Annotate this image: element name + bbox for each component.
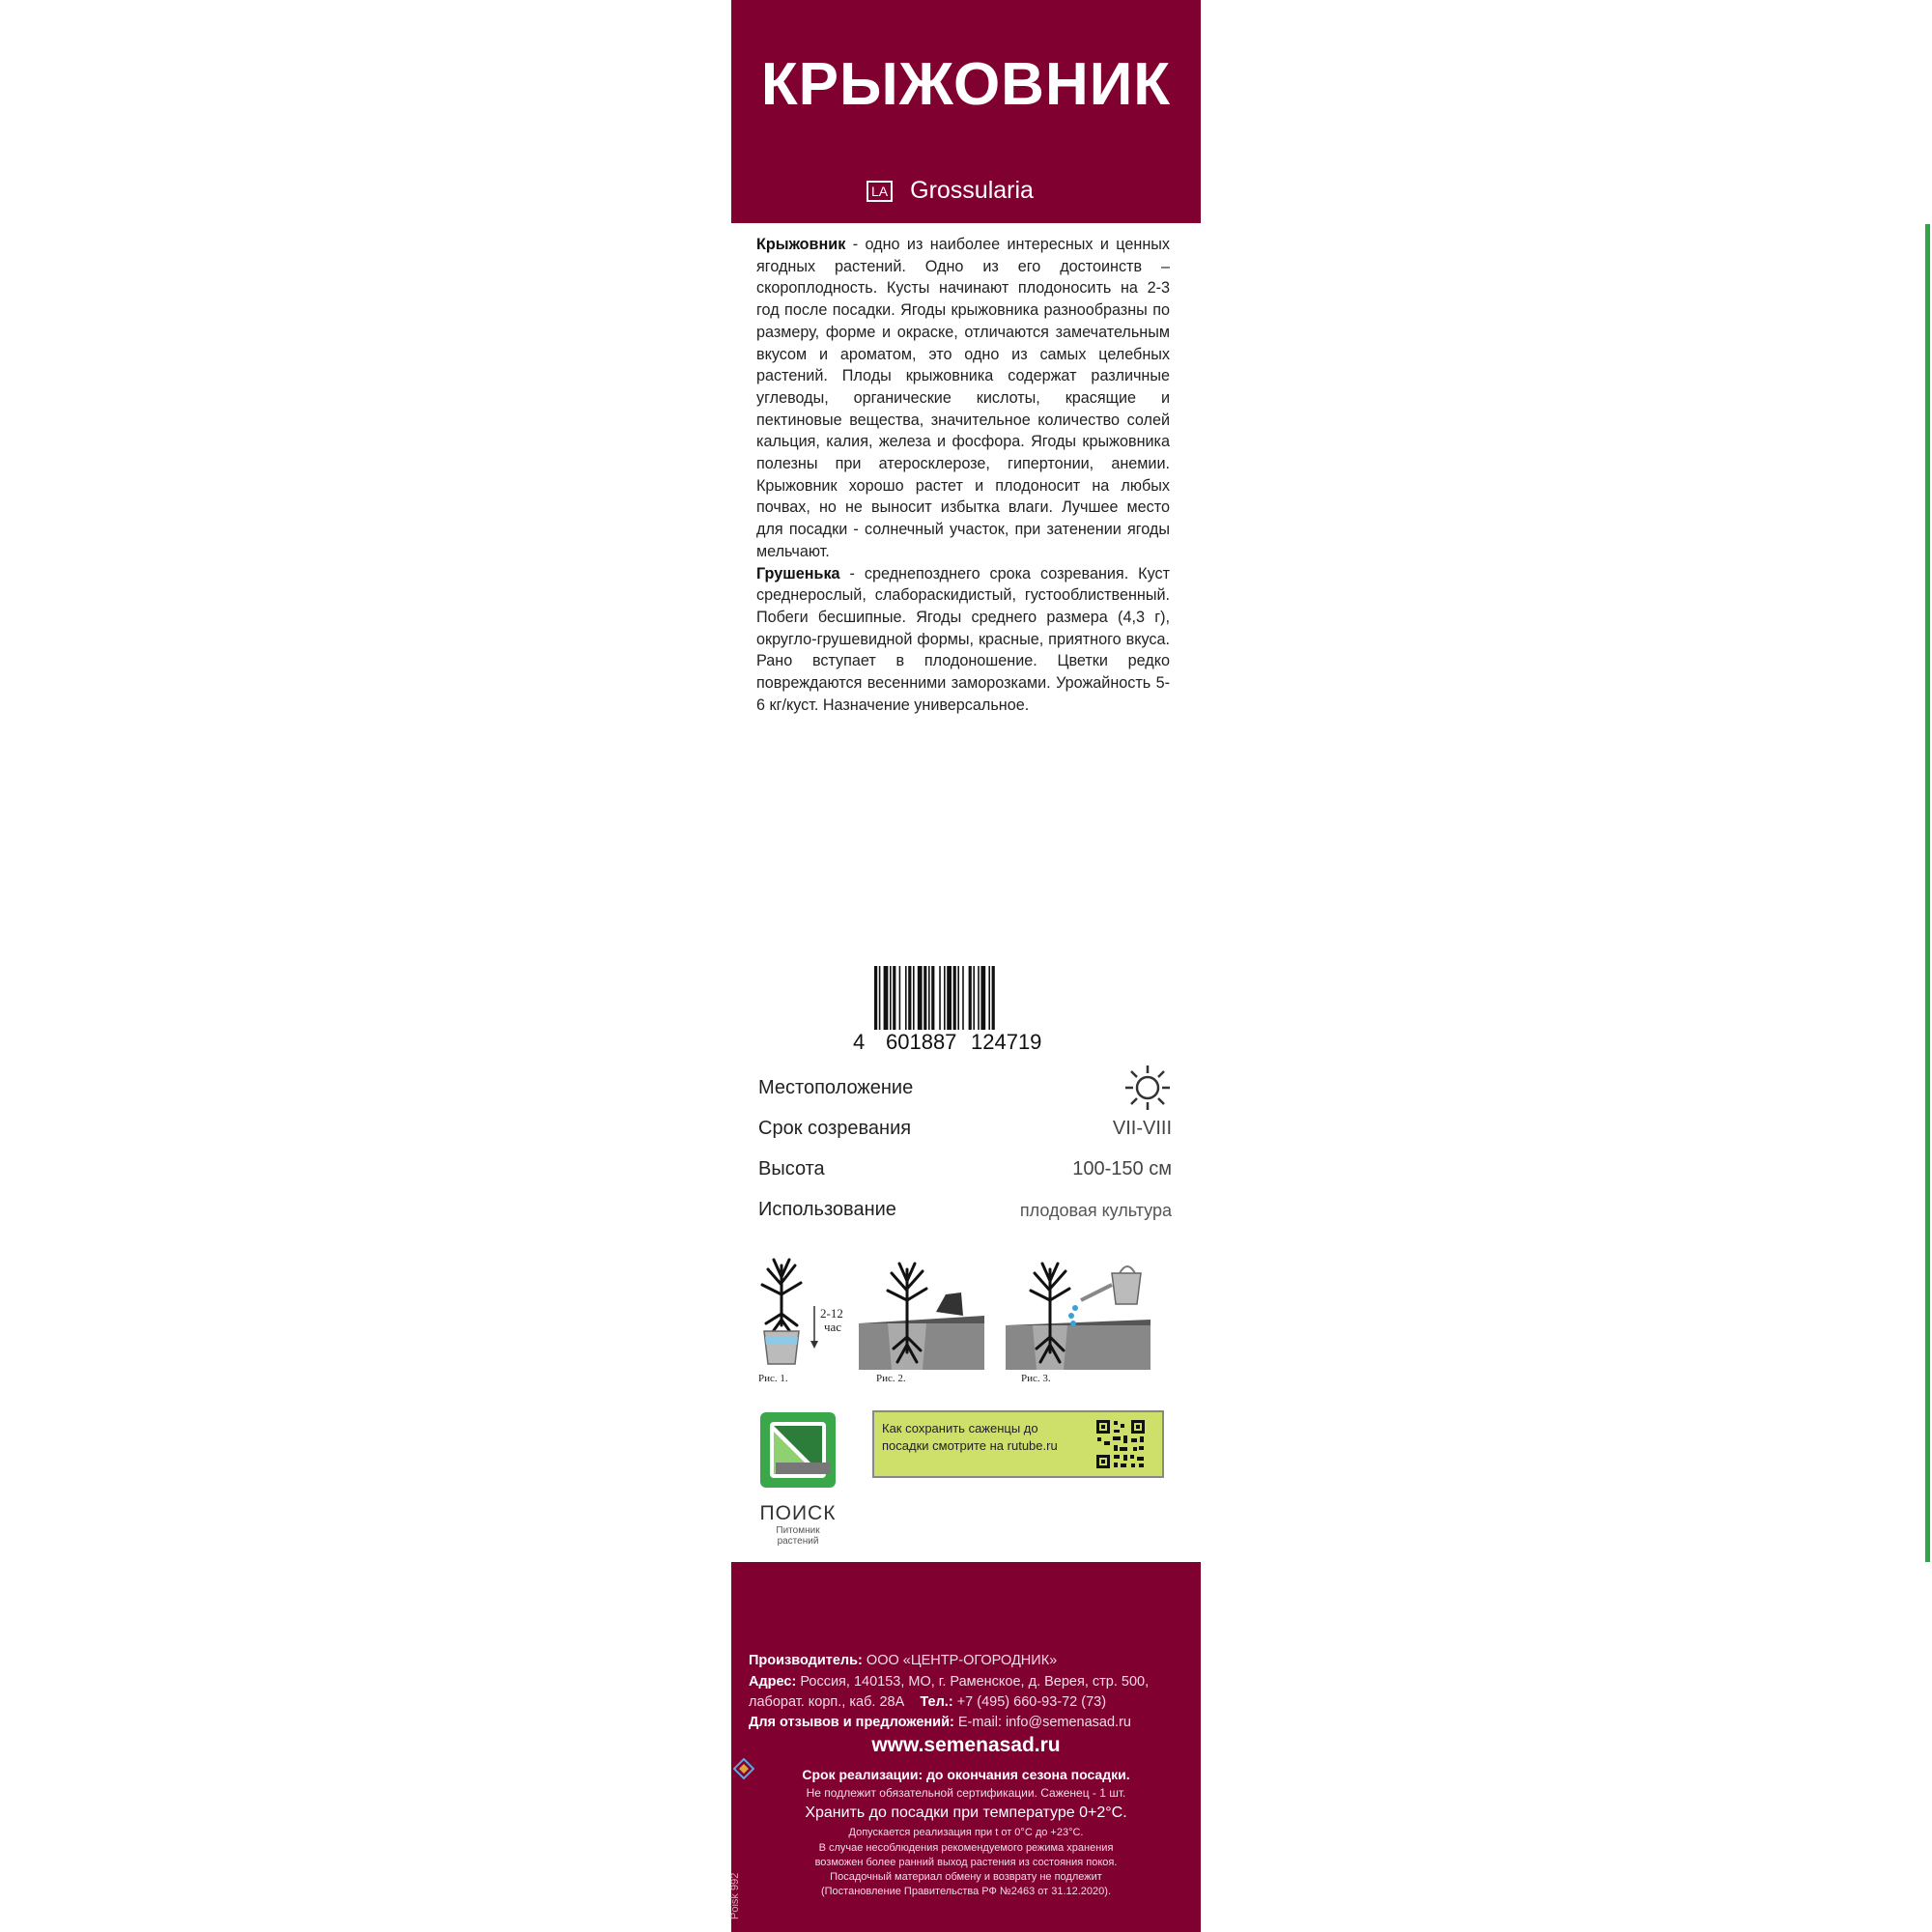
attribute-label: Высота	[758, 1158, 825, 1179]
barcode-bar	[947, 966, 952, 1030]
attribute-row-ripening	[758, 1108, 1172, 1149]
barcode-bar	[884, 966, 889, 1030]
attribute-label: Использование	[758, 1199, 896, 1220]
barcode-bar	[879, 966, 881, 1030]
brand-sub-1: Питомник	[776, 1525, 820, 1536]
header-band	[731, 0, 1201, 223]
brand-name: ПОИСК	[759, 1502, 837, 1524]
soak-time: 2-12	[820, 1306, 843, 1321]
brand-sub-2: растений	[777, 1536, 819, 1547]
storage-temperature: Хранить до посадки при температуре 0+2°С.	[805, 1804, 1127, 1821]
feedback-email[interactable]: E-mail: info@semenasad.ru	[953, 1715, 1131, 1730]
latin-name: Grossularia	[910, 177, 1034, 204]
seedling-water-icon	[1006, 1264, 1151, 1384]
barcode-bar	[944, 966, 946, 1030]
producer-label: Производитель:	[749, 1653, 863, 1668]
storage-note-2: возможен более ранний выход растения из состояния покоя.	[814, 1857, 1118, 1868]
barcode-bar	[992, 966, 995, 1030]
attribute-row-height	[758, 1149, 1172, 1189]
product-label	[731, 0, 1201, 1932]
address-line	[749, 1674, 1149, 1690]
barcode-bar	[918, 966, 923, 1030]
figure-3-caption: Рис. 3.	[1021, 1373, 1051, 1384]
barcode-bar	[973, 966, 975, 1030]
barcode-bar	[899, 966, 901, 1030]
barcode-bar	[913, 966, 915, 1030]
address-value-2: лаборат. корп., каб. 28А	[749, 1694, 905, 1710]
address-phone-line	[749, 1694, 1106, 1710]
storage-note-1: В случае несоблюдения рекомендуемого режима хранения	[818, 1842, 1114, 1854]
description	[756, 234, 1170, 716]
brand-logo-mark	[754, 1408, 841, 1492]
barcode-bar	[908, 966, 911, 1030]
video-hint-box[interactable]	[872, 1410, 1164, 1478]
barcode-bar	[890, 966, 892, 1030]
regulation-note: (Постановление Правительства РФ №2463 от 31.12.2020).	[820, 1886, 1111, 1897]
barcode-bar	[923, 966, 926, 1030]
sun-icon	[1123, 1064, 1172, 1112]
seedling-plant-icon	[859, 1264, 984, 1384]
figure-1-caption: Рис. 1.	[758, 1373, 788, 1384]
qr-code-icon[interactable]	[1094, 1418, 1147, 1470]
barcode-bar	[939, 966, 941, 1030]
video-hint-text: Как сохранить саженцы до посадки смотрите на rutube.ru	[882, 1421, 1058, 1453]
barcode-bar	[962, 966, 964, 1030]
shelf-life: Срок реализации: до окончания сезона посадки.	[802, 1767, 1130, 1782]
product-code: Poisk 992	[729, 1872, 741, 1919]
description-paragraph-1	[756, 234, 1170, 563]
barcode-bar	[953, 966, 956, 1030]
attribute-value: плодовая культура	[1019, 1201, 1172, 1220]
barcode-bar	[931, 966, 934, 1030]
return-note: Посадочный материал обмену и возврату не подлежит	[830, 1871, 1102, 1883]
attribute-value: 100-150 см	[1072, 1158, 1172, 1179]
description-text-2: - среднепозднего срока созревания. Куст среднерослый, слабораскидистый, густооблиственный. Побеги бесшипные. Ягоды среднего размера (4,3 г), округло-грушевидной формы, красные, приятного вкуса. Рано вступает в плодоношение. Цветки редко повреждаются весенними заморозками. Урожайность 5-6 кг/куст. Назначение универсальное.	[756, 564, 1170, 714]
barcode-bar	[980, 966, 985, 1030]
barcode-bar	[893, 966, 895, 1030]
description-term-1: Крыжовник	[756, 236, 846, 253]
attribute-row-location	[758, 1067, 1172, 1108]
soak-unit: час	[824, 1320, 842, 1334]
attribute-row-usage	[758, 1189, 1172, 1230]
website-link[interactable]: www.semenasad.ru	[871, 1734, 1061, 1756]
barcode-bar	[874, 966, 877, 1030]
description-paragraph-2	[756, 563, 1170, 717]
attributes-table	[758, 1067, 1172, 1230]
barcode-digits-left: 601887	[886, 1030, 957, 1051]
latin-badge: LA	[867, 181, 893, 202]
product-title: КРЫЖОВНИК	[760, 51, 1172, 118]
barcode-bar	[969, 966, 972, 1030]
barcode-bar	[988, 966, 990, 1030]
barcode-digit-first: 4	[853, 1030, 866, 1051]
address-value: Россия, 140153, МО, г. Раменское, д. Верея, стр. 500,	[796, 1674, 1150, 1690]
green-edge-stripe	[1925, 224, 1930, 1562]
attribute-label: Местоположение	[758, 1077, 914, 1098]
attribute-value: VII-VIII	[1112, 1118, 1172, 1139]
barcode	[853, 966, 1075, 1051]
address-label: Адрес:	[749, 1674, 797, 1690]
phone-value: +7 (495) 660-93-72 (73)	[952, 1694, 1107, 1710]
description-term-2: Грушенька	[756, 564, 840, 582]
feedback-line	[749, 1715, 1131, 1730]
barcode-bars	[874, 966, 995, 1030]
footer-band	[731, 1562, 1201, 1932]
allowed-temperature: Допускается реализация при t от 0°С до +23°С.	[848, 1827, 1084, 1838]
description-text-1: - одно из наиболее интересных и ценных ягодных растений. Одно из его достоинств – скороплодность. Кусты начинают плодоносить на 2-3 год после посадки. Ягоды крыжовника разнообразны по размеру, форме и окраске, отличаются замечательным вкусом и ароматом, это одно из самых целебных растений. Плоды крыжовника содержат различные углеводы, органические кислоты, красящие и пектиновые вещества, значительное количество солей кальция, калия, железа и фосфора. Ягоды крыжовника полезны при атеросклерозе, гипертонии, анемии. Крыжовник хорошо растет и плодоносит на любых почвах, но не выносит избытка влаги. Лучшее место для посадки - солнечный участок, при затенении ягоды мельчают.	[756, 236, 1170, 560]
attribute-label: Срок созревания	[758, 1118, 912, 1139]
feedback-label: Для отзывов и предложений:	[749, 1715, 954, 1730]
producer-value: ООО «ЦЕНТР-ОГОРОДНИК»	[862, 1653, 1058, 1668]
phone-label: Тел.:	[920, 1694, 953, 1710]
certification-note: Не подлежит обязательной сертификации. Саженец - 1 шт.	[806, 1786, 1126, 1800]
barcode-digits-right: 124719	[971, 1030, 1042, 1051]
producer-line	[749, 1653, 1057, 1668]
barcode-bar	[928, 966, 930, 1030]
figure-2-caption: Рис. 2.	[876, 1373, 906, 1384]
seedling-soak-icon	[758, 1260, 843, 1384]
barcode-bar	[957, 966, 959, 1030]
latin-name-row	[867, 177, 1034, 205]
brand-logo	[754, 1408, 841, 1547]
planting-steps	[753, 1256, 1178, 1386]
barcode-bar	[905, 966, 907, 1030]
barcode-bar	[978, 966, 980, 1030]
